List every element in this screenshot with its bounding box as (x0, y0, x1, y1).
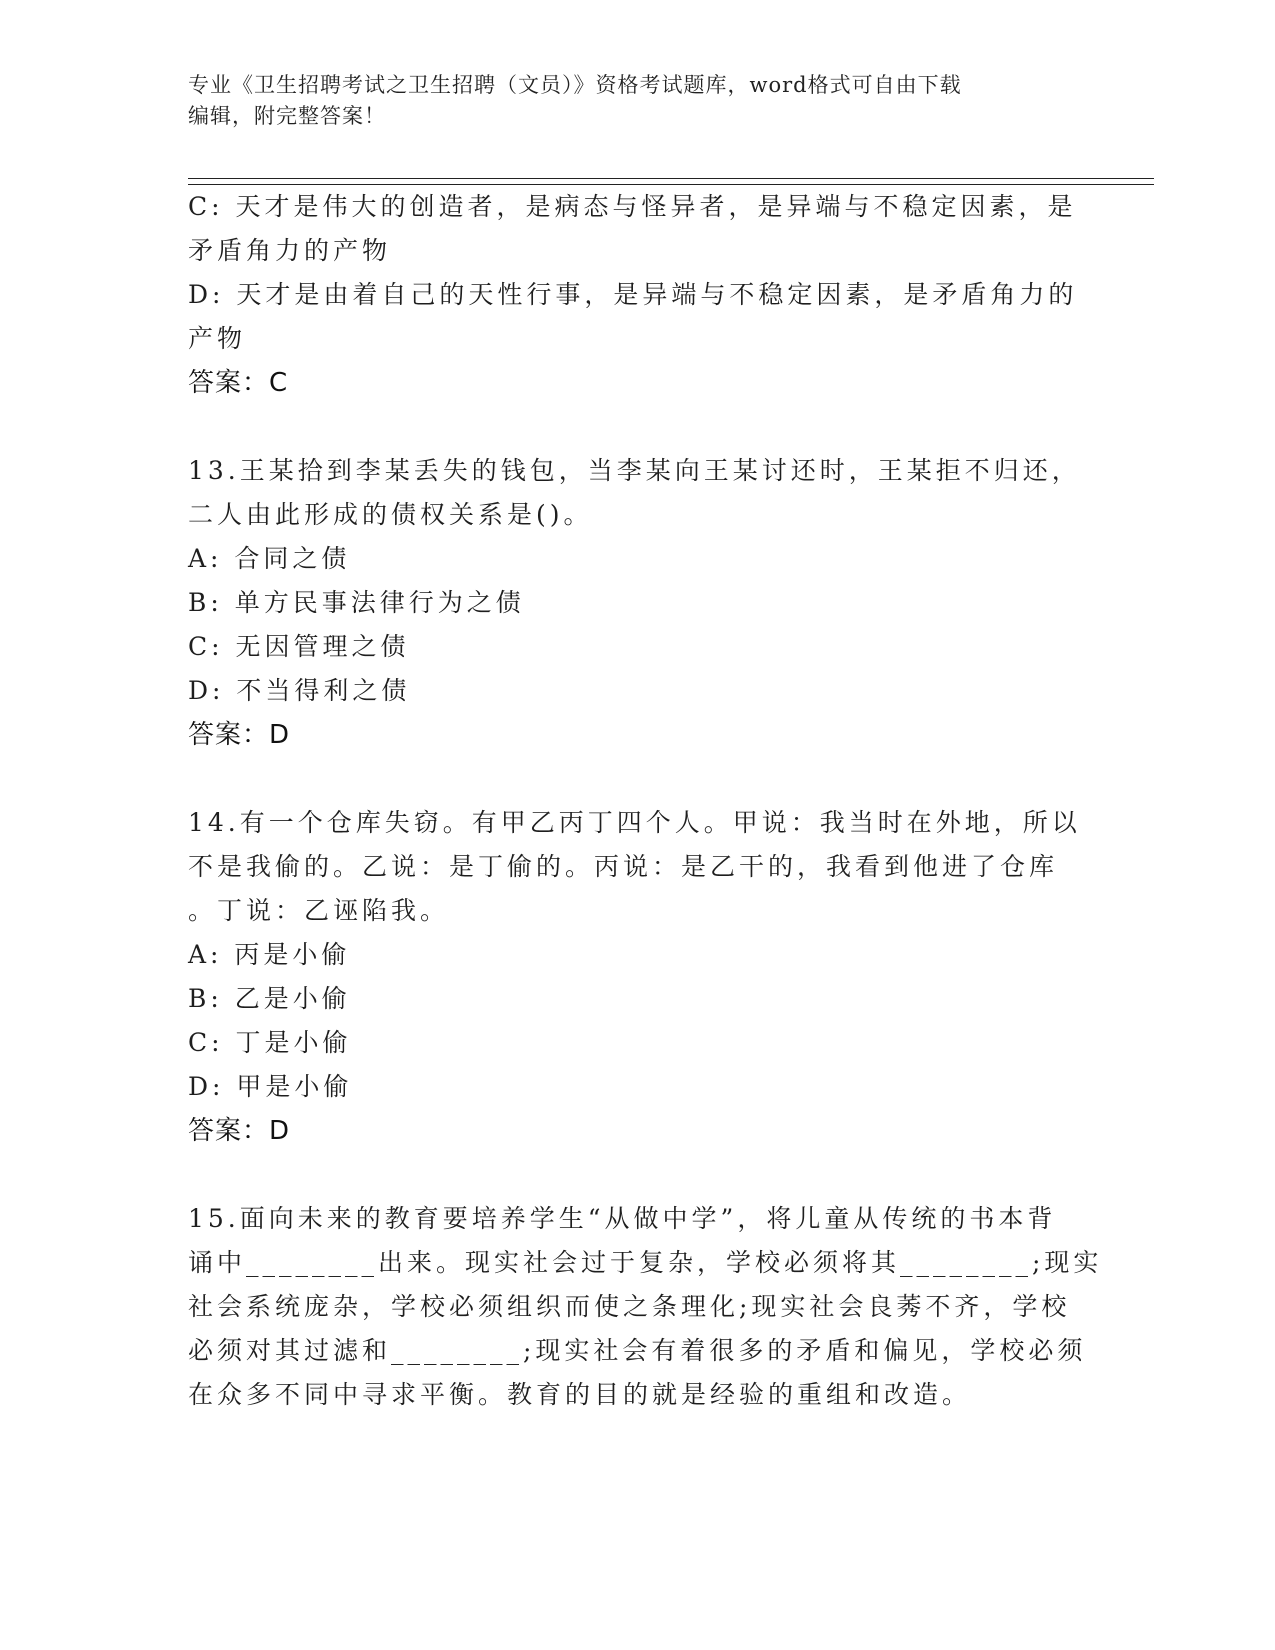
q13-option-a: A: 合同之债 (188, 544, 351, 573)
q12-option-c-line1: C: 天才是伟大的创造者，是病态与怪异者，是异端与不稳定因素，是 (188, 192, 1077, 221)
q13-answer: 答案：D (188, 720, 291, 750)
header-line-1: 专业《卫生招聘考试之卫生招聘（文员）》资格考试题库，word格式可自由下载 (188, 73, 962, 97)
q14-option-a: A: 丙是小偷 (188, 940, 351, 969)
q15-stem-line1: 15.面向未来的教育要培养学生“从做中学”，将儿童从传统的书本背 (188, 1204, 1057, 1233)
q12-option-d-line1: D: 天才是由着自己的天性行事，是异端与不稳定因素，是矛盾角力的 (188, 280, 1078, 309)
q13-option-c: C: 无因管理之债 (188, 632, 410, 661)
q14-answer: 答案：D (188, 1116, 291, 1146)
document-header (188, 70, 1088, 132)
q13-option-d: D: 不当得利之债 (188, 676, 411, 705)
q14-option-d: D: 甲是小偷 (188, 1072, 353, 1101)
header-line-2: 编辑，附完整答案！ (188, 104, 386, 128)
q14-stem-line3: 。丁说：乙诬陷我。 (188, 896, 450, 925)
q14-option-b: B: 乙是小偷 (188, 984, 351, 1013)
q14-option-c: C: 丁是小偷 (188, 1028, 352, 1057)
q14-stem-line1: 14.有一个仓库失窃。有甲乙丙丁四个人。甲说：我当时在外地，所以 (188, 808, 1081, 837)
q15-stem-line4: 必须对其过滤和________;现实社会有着很多的矛盾和偏见，学校必须 (188, 1336, 1087, 1365)
q15-stem-line5: 在众多不同中寻求平衡。教育的目的就是经验的重组和改造。 (188, 1380, 972, 1409)
q12-option-c-line2: 矛盾角力的产物 (188, 236, 392, 265)
header-divider-bottom (188, 184, 1154, 185)
q15-stem-line2: 诵中________出来。现实社会过于复杂，学校必须将其________;现实 (188, 1248, 1103, 1277)
q13-stem-line2: 二人由此形成的债权关系是()。 (188, 500, 593, 529)
q13-option-b: B: 单方民事法律行为之债 (188, 588, 525, 617)
q12-option-d-line2: 产物 (188, 324, 247, 353)
q14-stem-line2: 不是我偷的。乙说：是丁偷的。丙说：是乙干的，我看到他进了仓库 (188, 852, 1059, 881)
q13-stem-line1: 13.王某拾到李某丢失的钱包，当李某向王某讨还时，王某拒不归还， (188, 456, 1081, 485)
q12-answer: 答案：C (188, 368, 289, 398)
q15-stem-line3: 社会系统庞杂，学校必须组织而使之条理化;现实社会良莠不齐，学校 (188, 1292, 1071, 1321)
header-divider-top (188, 178, 1154, 179)
